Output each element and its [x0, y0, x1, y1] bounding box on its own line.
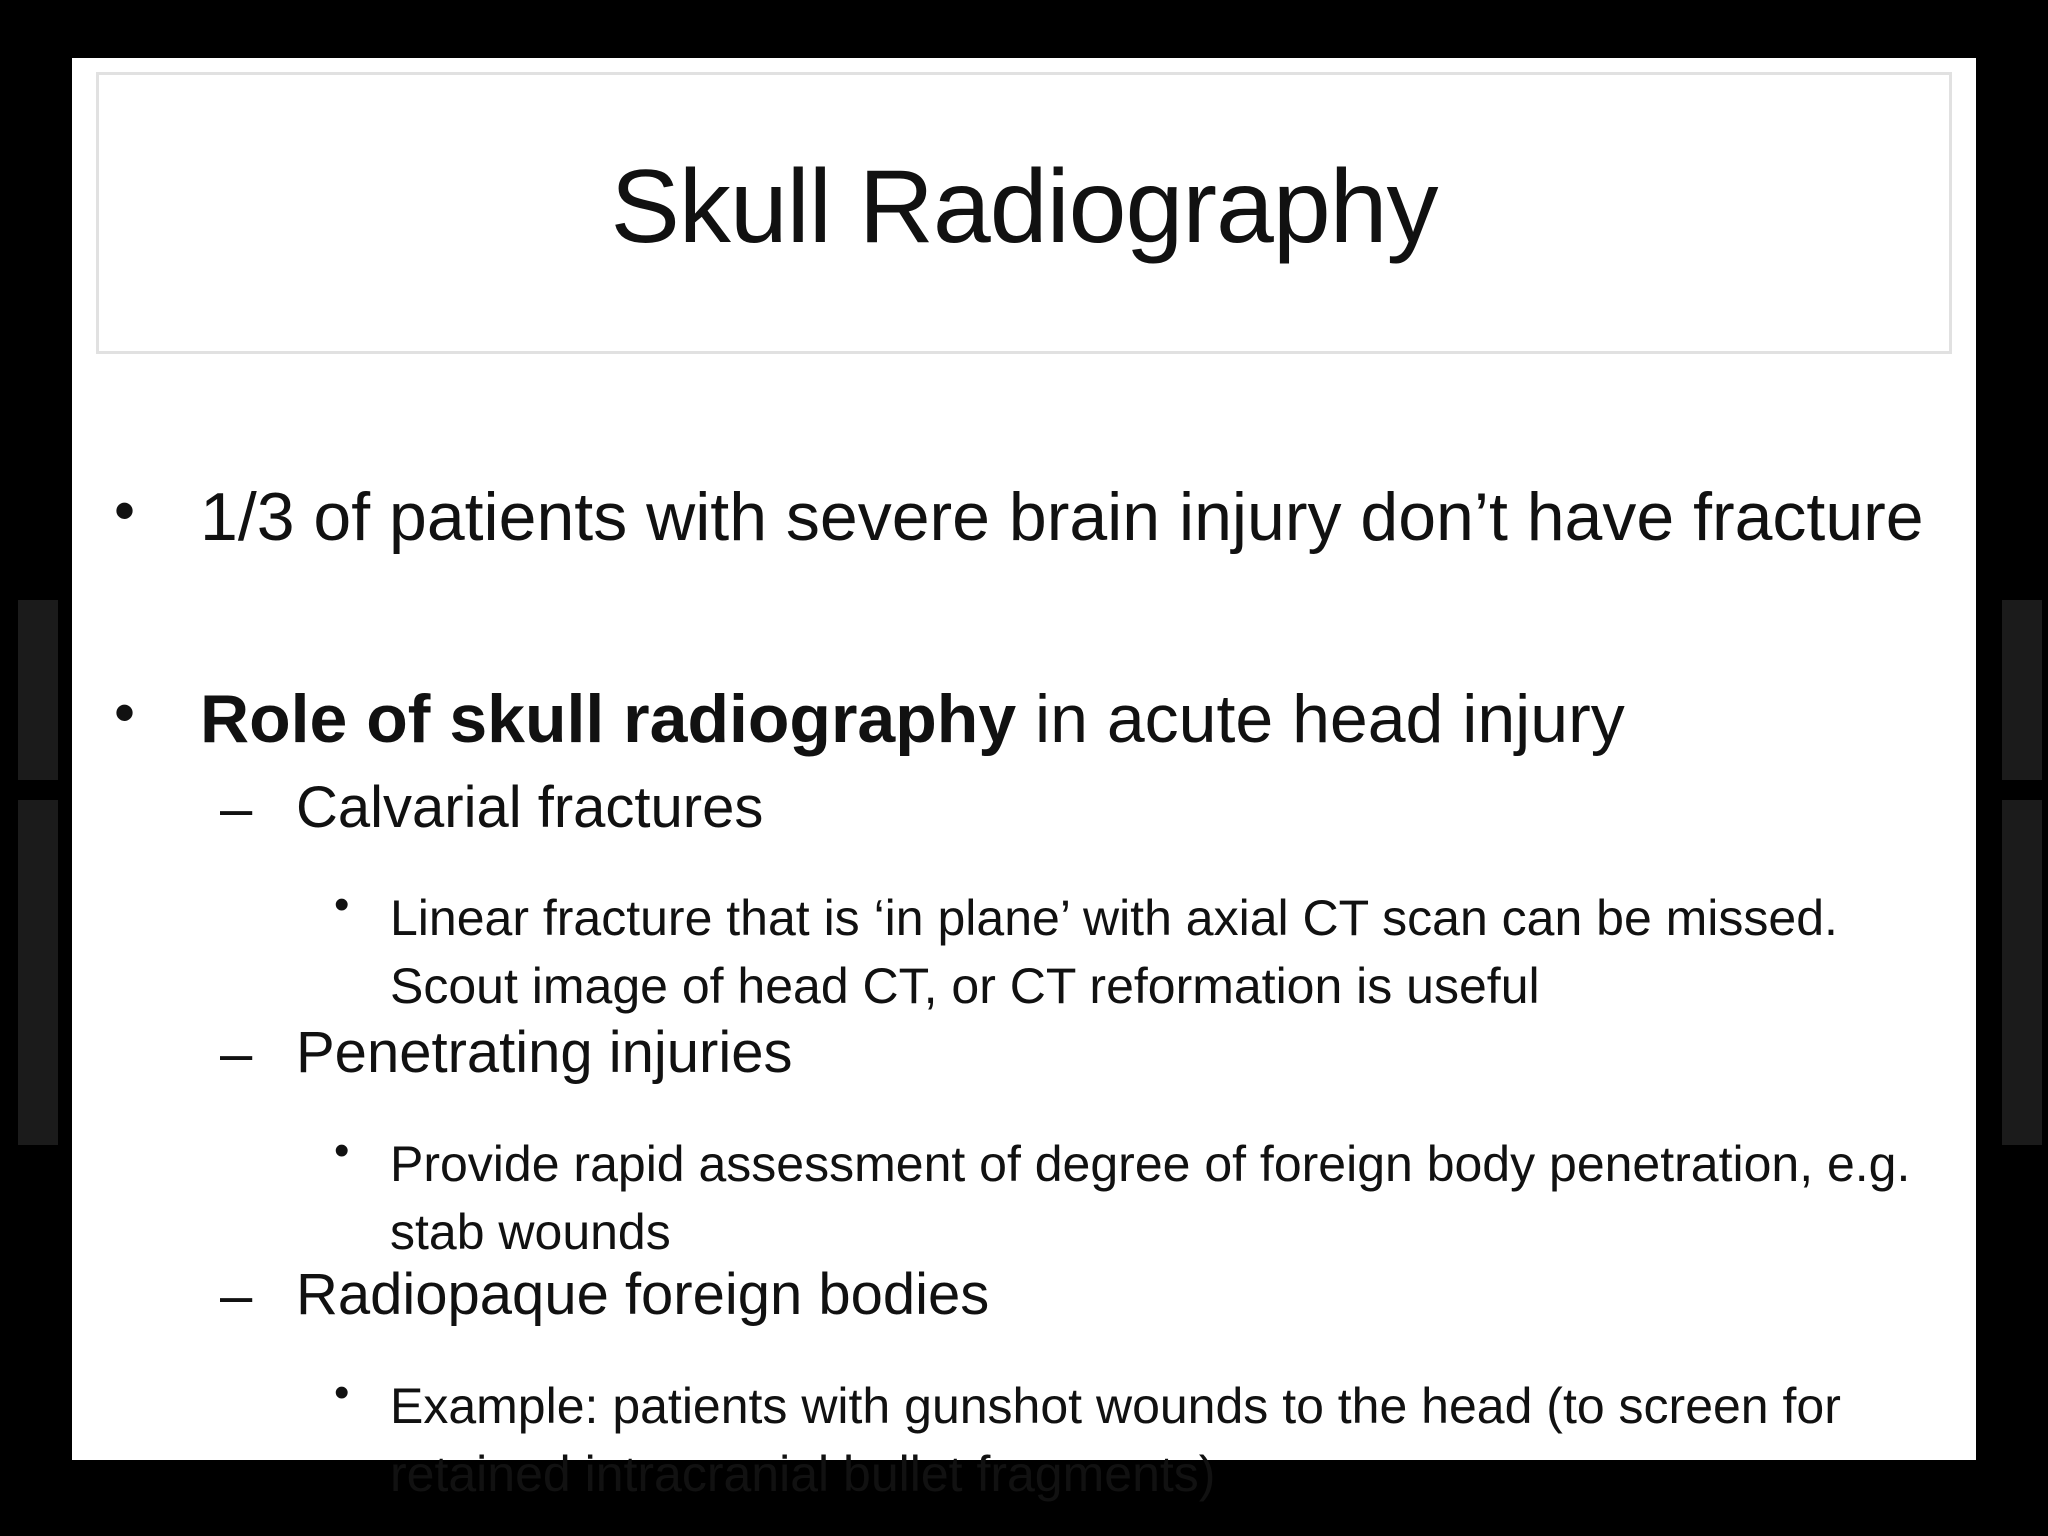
sub-item-penetrating-injuries: Penetrating injuries — [296, 1020, 793, 1085]
bullet-2 — [200, 674, 1940, 764]
sub-item-radiopaque-foreign-bodies: Radiopaque foreign bodies — [296, 1262, 990, 1327]
bullet-marker: • — [114, 679, 136, 746]
sub-bullet-marker: • — [334, 880, 350, 929]
slide-title: Skull Radiography — [610, 148, 1438, 265]
detail-radiopaque: Example: patients with gunshot wounds to the head (to screen for retained intracranial bullet fragments) — [390, 1378, 1841, 1502]
left-edge-band — [18, 800, 58, 1145]
detail-calvarial: Linear fracture that is ‘in plane’ with axial CT scan can be missed. Scout image of head CT, or CT reformation is useful — [390, 890, 1838, 1014]
dash-marker: – — [220, 1021, 253, 1086]
detail-penetrating: Provide rapid assessment of degree of foreign body penetration, e.g. stab wounds — [390, 1136, 1911, 1260]
right-edge-band — [2002, 600, 2042, 780]
slide-content — [72, 58, 1976, 1502]
sub-bullet-marker: • — [334, 1126, 350, 1175]
right-edge-band — [2002, 800, 2042, 1145]
bullet-marker: • — [114, 477, 136, 544]
bullet-1: 1/3 of patients with severe brain injury don’t have fracture — [200, 479, 1924, 555]
bullet-2-rest: in acute head injury — [1016, 681, 1625, 757]
sub-bullet-marker: • — [334, 1368, 350, 1417]
dash-marker: – — [220, 776, 253, 841]
bullet-2-bold: Role of skull radiography — [200, 681, 1017, 757]
dash-marker: – — [220, 1263, 253, 1328]
left-edge-band — [18, 600, 58, 780]
sub-item-calvarial-fractures: Calvarial fractures — [296, 775, 764, 840]
slide — [72, 58, 1976, 1502]
